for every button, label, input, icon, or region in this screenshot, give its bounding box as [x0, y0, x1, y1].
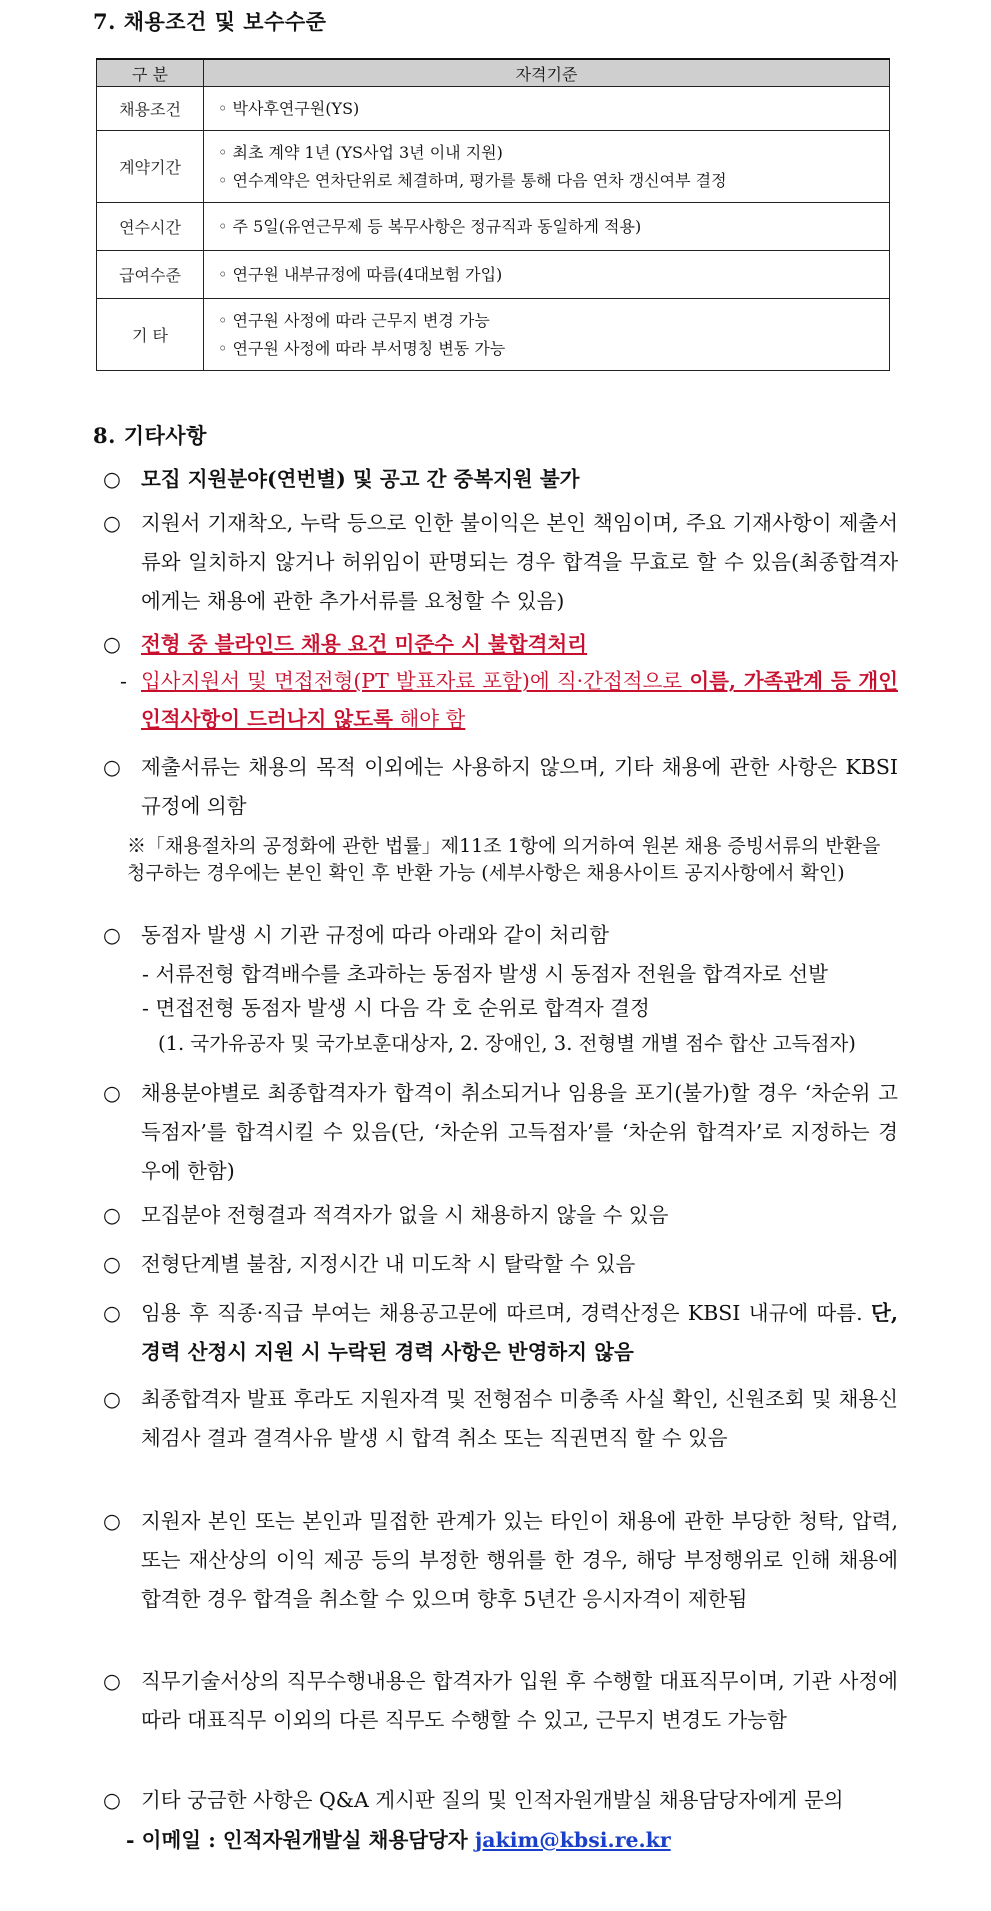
circle-bullet-icon: ○: [103, 1788, 121, 1812]
row-line: ◦ 연구원 내부규정에 따름(4대보험 가입): [218, 264, 503, 284]
row-label: 채용조건: [97, 87, 204, 131]
item-job-description: [103, 1662, 898, 1740]
circle-bullet-icon: ○: [103, 755, 121, 779]
circle-bullet-icon: ○: [103, 1203, 121, 1227]
circle-bullet-icon: ○: [103, 1387, 121, 1411]
item-blind-hiring: [103, 625, 898, 664]
detail-text-c: 해야 함: [392, 707, 466, 731]
item-text: 기타 궁금한 사항은 Q&A 게시판 질의 및 인적자원개발실 채용담당자에게 문의: [141, 1788, 844, 1812]
table-row: [97, 131, 890, 203]
row-line: ◦ 연구원 사정에 따라 근무지 변경 가능: [218, 310, 490, 330]
table-header-criteria: 자격기준: [204, 59, 890, 87]
contact-line: [126, 1822, 671, 1858]
table-header-category: 구 분: [97, 59, 204, 87]
tie-break-sub-3: (1. 국가유공자 및 국가보훈대상자, 2. 장애인, 3. 전형별 개별 점수 합산 고득점자): [158, 1032, 856, 1055]
item-next-ranked: [103, 1074, 898, 1191]
item-text: [141, 1294, 898, 1372]
circle-bullet-icon: ○: [103, 632, 121, 656]
row-label: 급여수준: [97, 251, 204, 299]
circle-bullet-icon: ○: [103, 1081, 121, 1105]
table-row: [97, 251, 890, 299]
item-text: 모집분야 전형결과 적격자가 없을 시 채용하지 않을 수 있음: [141, 1203, 669, 1227]
item-no-qualified: [103, 1196, 898, 1235]
row-value: [204, 87, 890, 131]
conditions-table: [96, 58, 890, 371]
table-row: [97, 203, 890, 251]
circle-bullet-icon: ○: [103, 1301, 121, 1325]
item-text: 전형 중 블라인드 채용 요건 미준수 시 불합격처리: [141, 632, 588, 656]
table-header-row: [97, 59, 890, 87]
row-value: [204, 131, 890, 203]
item-text: 전형단계별 불참, 지정시간 내 미도착 시 탈락할 수 있음: [141, 1252, 636, 1276]
table-row: [97, 87, 890, 131]
item-text: 채용분야별로 최종합격자가 합격이 취소되거나 임용을 포기(불가)할 경우 ‘차순위 고득점자’를 합격시킬 수 있음(단, ‘차순위 고득점자’를 ‘차순위 합격자’로 지정하는 경우에 한함): [141, 1081, 899, 1183]
section-8-title: 8. 기타사항: [93, 423, 207, 448]
note-return-documents: ※「채용절차의 공정화에 관한 법률」제11조 1항에 의거하여 원본 채용 증빙서류의 반환을 청구하는 경우에는 본인 확인 후 반환 가능 (세부사항은 채용사이트 공지사항에서 확인): [127, 835, 881, 884]
circle-bullet-icon: ○: [103, 511, 121, 535]
tie-break-sub-2: - 면접전형 동점자 발생 시 다음 각 호 순위로 합격자 결정: [142, 996, 650, 1020]
row-line: ◦ 최초 계약 1년 (YS사업 3년 이내 지원): [218, 142, 503, 162]
row-label: 연수시간: [97, 203, 204, 251]
item-tie-break: [103, 916, 898, 955]
item-text: [141, 662, 898, 738]
section-7-title: 7. 채용조건 및 보수수준: [93, 9, 327, 34]
circle-bullet-icon: ○: [103, 923, 121, 947]
row-value: [204, 203, 890, 251]
item-text: 지원서 기재착오, 누락 등으로 인한 불이익은 본인 책임이며, 주요 기재사항이 제출서류와 일치하지 않거나 허위임이 판명되는 경우 합격을 무효로 할 수 있음(최종합격자에게는 채용에 관한 추가서류를 요청할 수 있음): [141, 511, 898, 613]
row-value: [204, 299, 890, 371]
row-label: 기 타: [97, 299, 204, 371]
item-text: 최종합격자 발표 후라도 지원자격 및 전형점수 미충족 사실 확인, 신원조회 및 채용신체검사 결과 결격사유 발생 시 합격 취소 또는 직권면직 할 수 있음: [141, 1387, 898, 1450]
item-absence: [103, 1245, 898, 1284]
row-line: ◦ 연구원 사정에 따라 부서명칭 변동 가능: [218, 338, 506, 358]
item-position-career: [103, 1294, 898, 1372]
circle-bullet-icon: ○: [103, 1509, 121, 1533]
item-duplicate-application: [103, 460, 898, 499]
table-row: [97, 299, 890, 371]
circle-bullet-icon: ○: [103, 467, 121, 491]
item-text: 직무기술서상의 직무수행내용은 합격자가 입원 후 수행할 대표직무이며, 기관 사정에 따라 대표직무 이외의 다른 직무도 수행할 수 있고, 근무지 변경도 가능함: [141, 1669, 898, 1732]
item-text: 동점자 발생 시 기관 규정에 따라 아래와 같이 처리함: [141, 923, 609, 947]
item-document-usage: [103, 748, 898, 826]
item-blind-hiring-detail: [120, 662, 898, 738]
circle-bullet-icon: ○: [103, 1252, 121, 1276]
item-applicant-responsibility: [103, 504, 898, 621]
career-text: 임용 후 직종·직급 부여는 채용공고문에 따르며, 경력산정은 KBSI 내규에 따름.: [141, 1301, 872, 1325]
item-text: 지원자 본인 또는 본인과 밀접한 관계가 있는 타인이 채용에 관한 부당한 청탁, 압력, 또는 재산상의 이익 제공 등의 부정한 행위를 한 경우, 해당 부정행위로 인해 채용에 합격한 경우 합격을 취소할 수 있으며 향후 5년간 응시자격이 제한됨: [141, 1509, 898, 1611]
row-line: ◦ 연수계약은 연차단위로 체결하며, 평가를 통해 다음 연차 갱신여부 결정: [218, 170, 727, 190]
item-text: 모집 지원분야(연번별) 및 공고 간 중복지원 불가: [141, 467, 580, 491]
row-line: ◦ 박사후연구원(YS): [218, 98, 360, 118]
item-cancellation: [103, 1380, 898, 1458]
circle-bullet-icon: ○: [103, 1669, 121, 1693]
row-value: [204, 251, 890, 299]
tie-break-sub-1: - 서류전형 합격배수를 초과하는 동점자 발생 시 동점자 전원을 합격자로 선발: [142, 962, 828, 986]
item-inquiry: [103, 1781, 898, 1820]
email-link[interactable]: jakim@kbsi.re.kr: [474, 1828, 671, 1852]
item-text: 제출서류는 채용의 목적 이외에는 사용하지 않으며, 기타 채용에 관한 사항은 KBSI 규정에 의함: [141, 755, 898, 818]
career-text-bold: 단, 경력 산정시 지원 시 누락된 경력 사항은 반영하지 않음: [141, 1301, 898, 1364]
row-line: ◦ 주 5일(유연근무제 등 복무사항은 정규직과 동일하게 적용): [218, 216, 642, 236]
row-label: 계약기간: [97, 131, 204, 203]
dash-bullet: -: [120, 669, 127, 693]
item-misconduct: [103, 1502, 898, 1619]
detail-text-b: 이름, 가족관계 등 개인 인적사항이 드러나지 않도록: [141, 669, 898, 731]
detail-text-a: 입사지원서 및 면접전형(PT 발표자료 포함)에 직·간접적으로: [141, 669, 690, 693]
contact-label: - 이메일 : 인적자원개발실 채용담당자: [126, 1828, 475, 1852]
